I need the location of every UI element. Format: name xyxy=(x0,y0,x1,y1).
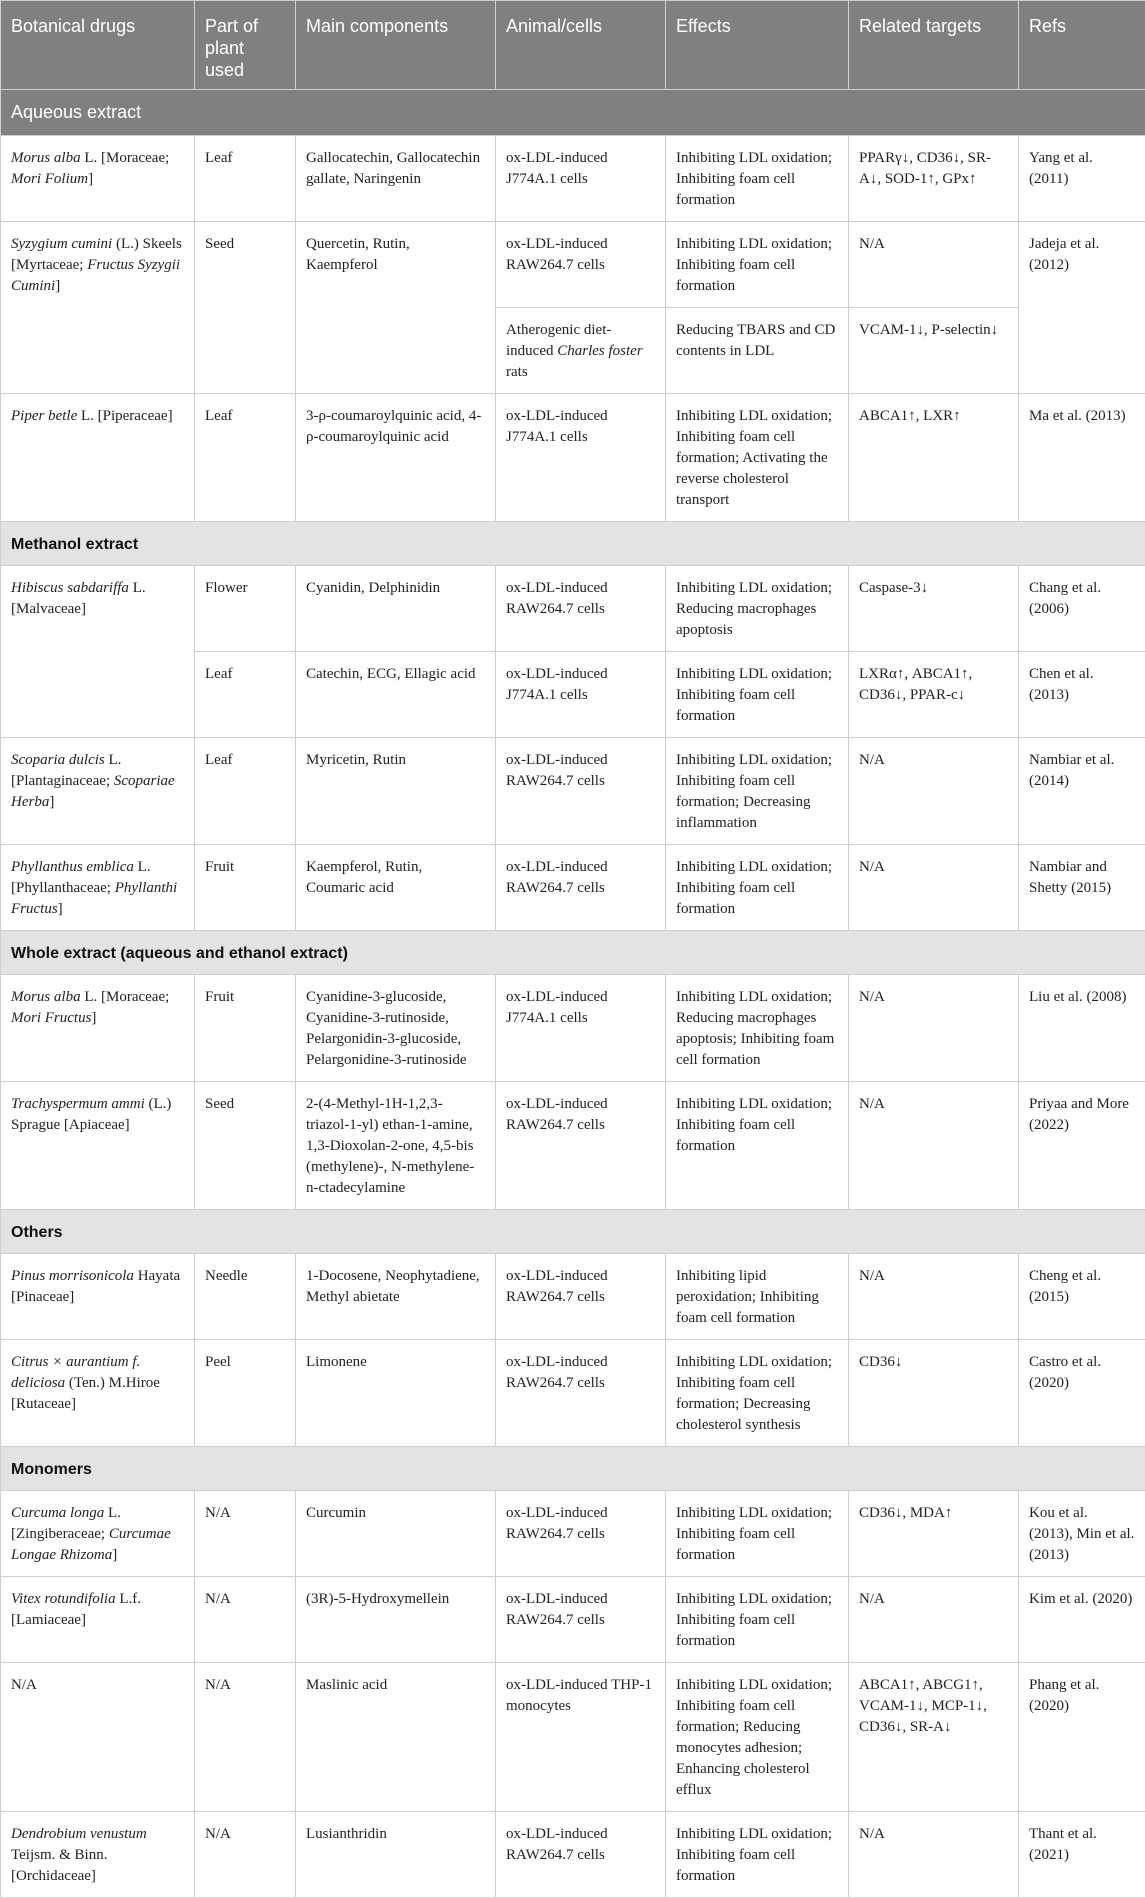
cell-part-used: Seed xyxy=(195,1082,296,1210)
header-related-targets: Related targets xyxy=(849,1,1019,90)
cell-effects: Inhibiting LDL oxidation; Inhibiting foam cell formation; Decreasing inflammation xyxy=(666,738,849,845)
cell-refs: Kou et al. (2013), Min et al. (2013) xyxy=(1019,1491,1145,1577)
cell-main-components: Lusianthridin xyxy=(296,1812,496,1898)
section-title: Methanol extract xyxy=(1,522,1145,566)
cell-animal-cells: ox-LDL-induced J774A.1 cells xyxy=(496,394,666,522)
cell-related-targets: PPARγ↓, CD36↓, SR-A↓, SOD-1↑, GPx↑ xyxy=(849,136,1019,222)
cell-refs: Ma et al. (2013) xyxy=(1019,394,1145,522)
table-row xyxy=(1,1663,1145,1812)
cell-animal-cells: ox-LDL-induced J774A.1 cells xyxy=(496,136,666,222)
section-row xyxy=(1,1210,1145,1254)
cell-effects: Inhibiting LDL oxidation; Inhibiting foam cell formation xyxy=(666,1812,849,1898)
header-row xyxy=(1,1,1145,90)
cell-effects: Inhibiting LDL oxidation; Inhibiting foam cell formation xyxy=(666,1082,849,1210)
cell-part-used: Seed xyxy=(195,222,296,394)
section-title: Aqueous extract xyxy=(1,90,1145,136)
table-row xyxy=(1,394,1145,522)
cell-part-used: Flower xyxy=(195,566,296,652)
cell-related-targets: ABCA1↑, ABCG1↑, VCAM-1↓, MCP-1↓, CD36↓, SR-A↓ xyxy=(849,1663,1019,1812)
cell-animal-cells: ox-LDL-induced RAW264.7 cells xyxy=(496,222,666,308)
cell-main-components: 2-(4-Methyl-1H-1,2,3-triazol-1-yl) ethan-1-amine, 1,3-Dioxolan-2-one, 4,5-bis (methylene)-, N-methylene-n-ctadecylamine xyxy=(296,1082,496,1210)
table-row xyxy=(1,1577,1145,1663)
section-row xyxy=(1,931,1145,975)
cell-refs: Kim et al. (2020) xyxy=(1019,1577,1145,1663)
cell-refs: Nambiar et al. (2014) xyxy=(1019,738,1145,845)
cell-part-used: Leaf xyxy=(195,652,296,738)
cell-botanical-drug: Hibiscus sabdariffa L. [Malvaceae] xyxy=(1,566,195,738)
cell-part-used: N/A xyxy=(195,1663,296,1812)
header-botanical-drugs: Botanical drugs xyxy=(1,1,195,90)
section-row xyxy=(1,1447,1145,1491)
table-row xyxy=(1,845,1145,931)
cell-related-targets: VCAM-1↓, P-selectin↓ xyxy=(849,308,1019,394)
cell-effects: Inhibiting LDL oxidation; Inhibiting foam cell formation xyxy=(666,1577,849,1663)
cell-animal-cells: ox-LDL-induced RAW264.7 cells xyxy=(496,1577,666,1663)
table-row xyxy=(1,738,1145,845)
cell-botanical-drug: Trachyspermum ammi (L.) Sprague [Apiaceae] xyxy=(1,1082,195,1210)
cell-animal-cells: ox-LDL-induced THP-1 monocytes xyxy=(496,1663,666,1812)
cell-refs: Chen et al. (2013) xyxy=(1019,652,1145,738)
cell-main-components: Gallocatechin, Gallocatechin gallate, Naringenin xyxy=(296,136,496,222)
cell-part-used: Peel xyxy=(195,1340,296,1447)
cell-botanical-drug: Dendrobium venustum Teijsm. & Binn. [Orchidaceae] xyxy=(1,1812,195,1898)
cell-effects: Inhibiting LDL oxidation; Inhibiting foam cell formation; Reducing monocytes adhesion; Enhancing cholesterol efflux xyxy=(666,1663,849,1812)
cell-related-targets: CD36↓, MDA↑ xyxy=(849,1491,1019,1577)
table-body xyxy=(1,90,1145,1898)
table-row xyxy=(1,566,1145,652)
cell-main-components: Myricetin, Rutin xyxy=(296,738,496,845)
cell-botanical-drug: N/A xyxy=(1,1663,195,1812)
header-main-components: Main components xyxy=(296,1,496,90)
cell-related-targets: N/A xyxy=(849,1577,1019,1663)
cell-effects: Inhibiting LDL oxidation; Inhibiting foam cell formation xyxy=(666,136,849,222)
cell-main-components: (3R)-5-Hydroxymellein xyxy=(296,1577,496,1663)
section-row xyxy=(1,522,1145,566)
cell-animal-cells: ox-LDL-induced RAW264.7 cells xyxy=(496,845,666,931)
cell-effects: Inhibiting LDL oxidation; Inhibiting foam cell formation xyxy=(666,845,849,931)
cell-refs: Priyaa and More (2022) xyxy=(1019,1082,1145,1210)
cell-related-targets: N/A xyxy=(849,975,1019,1082)
table-row xyxy=(1,136,1145,222)
cell-effects: Inhibiting LDL oxidation; Inhibiting foam cell formation; Activating the reverse cholesterol transport xyxy=(666,394,849,522)
cell-animal-cells: ox-LDL-induced RAW264.7 cells xyxy=(496,1491,666,1577)
cell-botanical-drug: Scoparia dulcis L. [Plantaginaceae; Scopariae Herba] xyxy=(1,738,195,845)
cell-effects: Inhibiting LDL oxidation; Inhibiting foam cell formation; Decreasing cholesterol synthesis xyxy=(666,1340,849,1447)
cell-effects: Inhibiting lipid peroxidation; Inhibiting foam cell formation xyxy=(666,1254,849,1340)
cell-related-targets: N/A xyxy=(849,738,1019,845)
cell-part-used: N/A xyxy=(195,1491,296,1577)
table-row xyxy=(1,1082,1145,1210)
cell-refs: Phang et al. (2020) xyxy=(1019,1663,1145,1812)
cell-main-components: Curcumin xyxy=(296,1491,496,1577)
cell-refs: Cheng et al. (2015) xyxy=(1019,1254,1145,1340)
cell-botanical-drug: Morus alba L. [Moraceae; Mori Folium] xyxy=(1,136,195,222)
cell-animal-cells: ox-LDL-induced RAW264.7 cells xyxy=(496,1254,666,1340)
cell-animal-cells: ox-LDL-induced RAW264.7 cells xyxy=(496,566,666,652)
cell-animal-cells: ox-LDL-induced RAW264.7 cells xyxy=(496,1340,666,1447)
cell-refs: Chang et al. (2006) xyxy=(1019,566,1145,652)
cell-main-components: Cyanidin, Delphinidin xyxy=(296,566,496,652)
cell-part-used: Leaf xyxy=(195,136,296,222)
cell-effects: Reducing TBARS and CD contents in LDL xyxy=(666,308,849,394)
cell-related-targets: N/A xyxy=(849,1082,1019,1210)
table-row xyxy=(1,222,1145,308)
cell-main-components: Kaempferol, Rutin, Coumaric acid xyxy=(296,845,496,931)
cell-refs: Liu et al. (2008) xyxy=(1019,975,1145,1082)
cell-part-used: Fruit xyxy=(195,845,296,931)
cell-effects: Inhibiting LDL oxidation; Inhibiting foam cell formation xyxy=(666,652,849,738)
cell-botanical-drug: Piper betle L. [Piperaceae] xyxy=(1,394,195,522)
cell-related-targets: N/A xyxy=(849,845,1019,931)
section-row xyxy=(1,90,1145,136)
cell-related-targets: N/A xyxy=(849,1812,1019,1898)
header-refs: Refs xyxy=(1019,1,1145,90)
cell-part-used: Leaf xyxy=(195,738,296,845)
cell-refs: Nambiar and Shetty (2015) xyxy=(1019,845,1145,931)
cell-part-used: Needle xyxy=(195,1254,296,1340)
cell-related-targets: N/A xyxy=(849,1254,1019,1340)
cell-related-targets: CD36↓ xyxy=(849,1340,1019,1447)
cell-main-components: Maslinic acid xyxy=(296,1663,496,1812)
cell-botanical-drug: Vitex rotundifolia L.f. [Lamiaceae] xyxy=(1,1577,195,1663)
cell-main-components: Cyanidine-3-glucoside, Cyanidine-3-rutinoside, Pelargonidin-3-glucoside, Pelargonidine-3-rutinoside xyxy=(296,975,496,1082)
cell-main-components: Quercetin, Rutin, Kaempferol xyxy=(296,222,496,394)
cell-botanical-drug: Syzygium cumini (L.) Skeels [Myrtaceae; Fructus Syzygii Cumini] xyxy=(1,222,195,394)
cell-related-targets: ABCA1↑, LXR↑ xyxy=(849,394,1019,522)
cell-animal-cells: ox-LDL-induced RAW264.7 cells xyxy=(496,1082,666,1210)
cell-related-targets: LXRα↑, ABCA1↑, CD36↓, PPAR-c↓ xyxy=(849,652,1019,738)
cell-botanical-drug: Curcuma longa L. [Zingiberaceae; Curcumae Longae Rhizoma] xyxy=(1,1491,195,1577)
cell-animal-cells: Atherogenic diet-induced Charles foster rats xyxy=(496,308,666,394)
cell-effects: Inhibiting LDL oxidation; Inhibiting foam cell formation xyxy=(666,222,849,308)
cell-refs: Jadeja et al. (2012) xyxy=(1019,222,1145,394)
cell-botanical-drug: Citrus × aurantium f. deliciosa (Ten.) M.Hiroe [Rutaceae] xyxy=(1,1340,195,1447)
cell-effects: Inhibiting LDL oxidation; Inhibiting foam cell formation xyxy=(666,1491,849,1577)
header-effects: Effects xyxy=(666,1,849,90)
cell-effects: Inhibiting LDL oxidation; Reducing macrophages apoptosis xyxy=(666,566,849,652)
cell-refs: Castro et al. (2020) xyxy=(1019,1340,1145,1447)
table-row xyxy=(1,1812,1145,1898)
cell-main-components: Limonene xyxy=(296,1340,496,1447)
cell-refs: Thant et al. (2021) xyxy=(1019,1812,1145,1898)
header-part-of-plant: Part of plant used xyxy=(195,1,296,90)
cell-main-components: 3-ρ-coumaroylquinic acid, 4-ρ-coumaroylquinic acid xyxy=(296,394,496,522)
cell-part-used: Fruit xyxy=(195,975,296,1082)
section-title: Whole extract (aqueous and ethanol extract) xyxy=(1,931,1145,975)
table-row xyxy=(1,1491,1145,1577)
cell-refs: Yang et al. (2011) xyxy=(1019,136,1145,222)
cell-related-targets: Caspase-3↓ xyxy=(849,566,1019,652)
cell-botanical-drug: Morus alba L. [Moraceae; Mori Fructus] xyxy=(1,975,195,1082)
cell-main-components: Catechin, ECG, Ellagic acid xyxy=(296,652,496,738)
table-row xyxy=(1,1254,1145,1340)
cell-part-used: N/A xyxy=(195,1577,296,1663)
cell-animal-cells: ox-LDL-induced J774A.1 cells xyxy=(496,975,666,1082)
cell-part-used: Leaf xyxy=(195,394,296,522)
cell-part-used: N/A xyxy=(195,1812,296,1898)
cell-animal-cells: ox-LDL-induced RAW264.7 cells xyxy=(496,738,666,845)
section-title: Others xyxy=(1,1210,1145,1254)
cell-main-components: 1-Docosene, Neophytadiene, Methyl abietate xyxy=(296,1254,496,1340)
cell-botanical-drug: Pinus morrisonicola Hayata [Pinaceae] xyxy=(1,1254,195,1340)
cell-botanical-drug: Phyllanthus emblica L. [Phyllanthaceae; Phyllanthi Fructus] xyxy=(1,845,195,931)
section-title: Monomers xyxy=(1,1447,1145,1491)
cell-animal-cells: ox-LDL-induced RAW264.7 cells xyxy=(496,1812,666,1898)
header-animal-cells: Animal/cells xyxy=(496,1,666,90)
table-row xyxy=(1,975,1145,1082)
cell-animal-cells: ox-LDL-induced J774A.1 cells xyxy=(496,652,666,738)
cell-related-targets: N/A xyxy=(849,222,1019,308)
table-row xyxy=(1,1340,1145,1447)
cell-effects: Inhibiting LDL oxidation; Reducing macrophages apoptosis; Inhibiting foam cell formation xyxy=(666,975,849,1082)
